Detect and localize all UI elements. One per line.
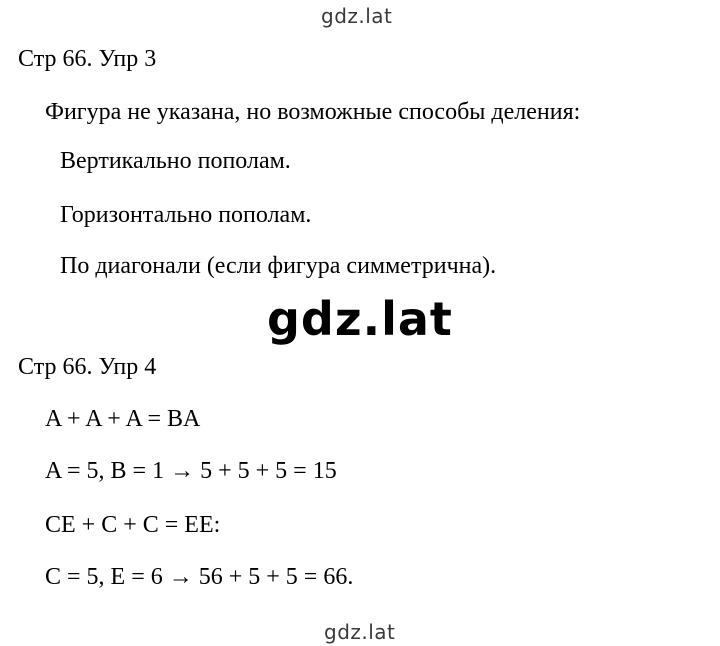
exercise-3-option: Горизонтально пополам.	[60, 202, 312, 228]
exercise-3-option: Вертикально пополам.	[60, 148, 291, 174]
watermark-top: gdz.lat	[321, 4, 393, 28]
watermark-bottom: gdz.lat	[324, 620, 396, 644]
exercise-3-option: По диагонали (если фигура симметрична).	[60, 253, 497, 279]
exercise-4-line: A + A + A = BA	[45, 406, 201, 432]
watermark-middle: gdz.lat	[267, 292, 453, 346]
exercise-4-line: C = 5, E = 6 → 56 + 5 + 5 = 66.	[45, 564, 354, 590]
exercise-4-heading: Стр 66. Упр 4	[18, 354, 157, 380]
exercise-4-line: A = 5, B = 1 → 5 + 5 + 5 = 15	[45, 458, 337, 484]
exercise-4-line: CE + C + C = EE:	[45, 512, 221, 538]
exercise-3-intro: Фигура не указана, но возможные способы деления:	[45, 99, 581, 125]
exercise-3-heading: Стр 66. Упр 3	[18, 46, 157, 72]
